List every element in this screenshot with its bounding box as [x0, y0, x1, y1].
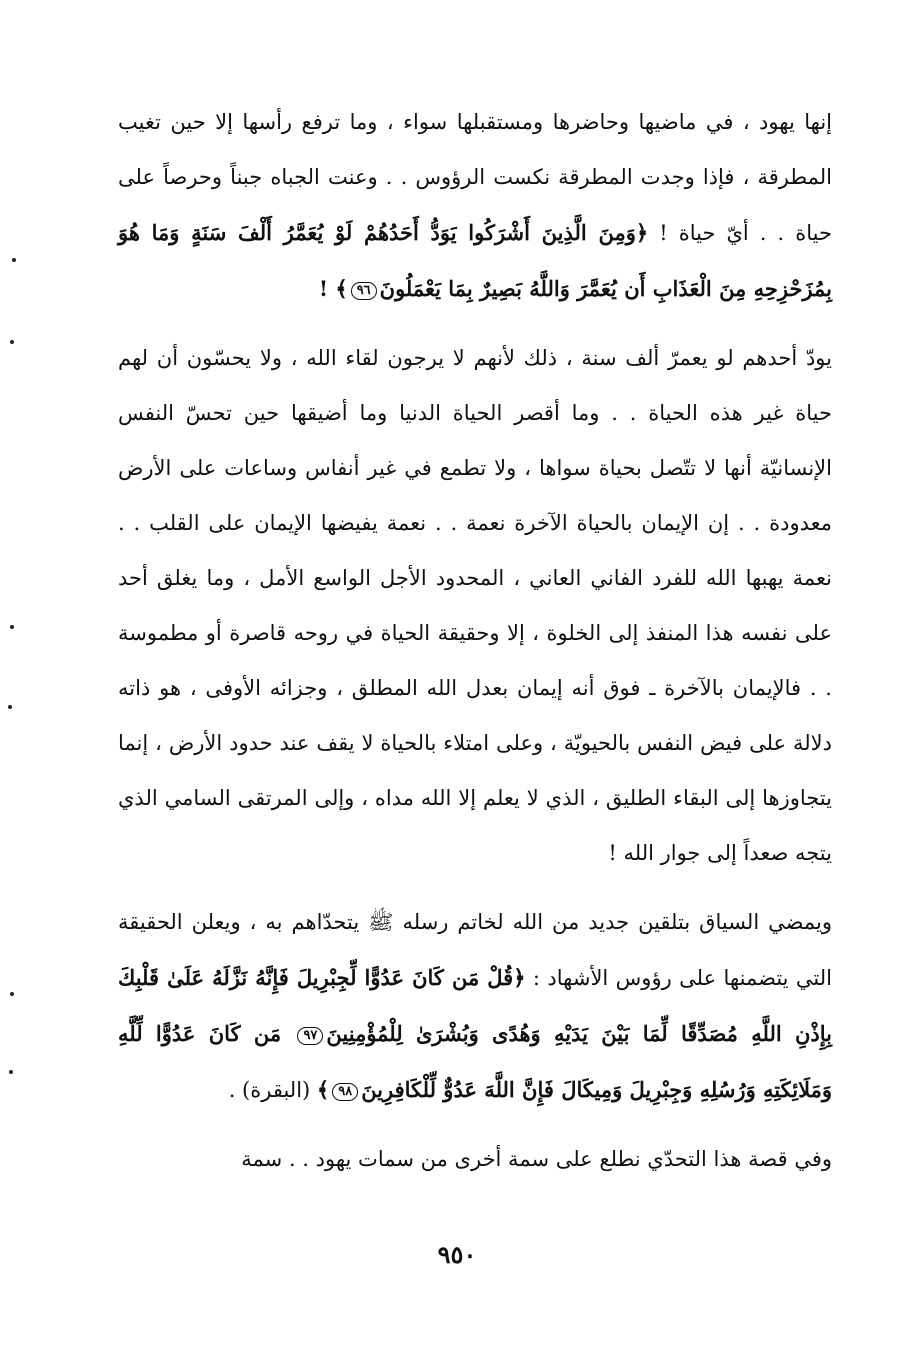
paragraph-4: [118, 1132, 832, 1187]
quran-verse: مَن كَانَ عَدُوًّا لِّلَّهِ وَمَلَائِكَتِهِ وَرُسُلِهِ وَجِبْرِيلَ وَمِيكَالَ فَإِنَّ اللَّهَ عَدُوٌّ لِّلْكَافِرِينَ: [118, 1021, 832, 1102]
scan-speck: [8, 705, 12, 709]
paragraph-3: [118, 895, 832, 1118]
text-segment: إنها يهود ، في ماضيها وحاضرها ومستقبلها سواء ، وما ترفع رأسها إلا حين تغيب المطرقة ، فإذا وجدت المطرقة نكست الرؤوس . . وعنت الجباه جبناً وحرصاً على حياة . . أيّ حياة !: [118, 110, 832, 245]
verse-number-badge: ٩٧: [297, 1027, 323, 1045]
scan-speck: [12, 258, 16, 262]
verse-number-badge: ٩٨: [332, 1083, 358, 1101]
quran-verse-close: ﴾: [316, 1077, 330, 1102]
quran-verse-close: ﴾ !: [318, 276, 348, 301]
page-number: ٩٥٠: [437, 1240, 477, 1269]
scan-speck: [10, 625, 14, 629]
paragraph-1: [118, 95, 832, 317]
text-segment: ويمضي السياق بتلقين جديد من الله لخاتم رسله ﷺ يتحدّاهم به ، ويعلن الحقيقة التي يتضمنها على رؤوس الأشهاد :: [118, 910, 832, 990]
scan-speck: [10, 340, 14, 344]
quran-verse: ﴿وَمِنَ الَّذِينَ أَشْرَكُوا يَوَدُّ أَحَدُهُمْ لَوْ يُعَمَّرُ أَلْفَ سَنَةٍ وَمَا هُوَ بِمُزَحْزِحِهِ مِنَ الْعَذَابِ أَن يُعَمَّرَ وَاللَّهُ بَصِيرٌ بِمَا يَعْمَلُونَ: [118, 220, 832, 301]
page-body: [118, 95, 832, 1187]
quran-verse: ﴿قُلْ مَن كَانَ عَدُوًّا لِّجِبْرِيلَ فَإِنَّهُ نَزَّلَهُ عَلَىٰ قَلْبِكَ بِإِذْنِ اللَّهِ مُصَدِّقًا لِّمَا بَيْنَ يَدَيْهِ وَهُدًى وَبُشْرَىٰ لِلْمُؤْمِنِينَ: [118, 965, 832, 1046]
scan-speck: [9, 1070, 13, 1074]
verse-number-badge: ٩٦: [351, 282, 377, 300]
text-segment: يودّ أحدهم لو يعمرّ ألف سنة ، ذلك لأنهم لا يرجون لقاء الله ، ولا يحسّون أن لهم حياة غير هذه الحياة . . وما أقصر الحياة الدنيا وما أضيقها حين تحسّ النفس الإنسانيّة أنها لا تتّصل بحياة سواها ، ولا تطمع في غير أنفاس وساعات على الأرض معدودة . . إن الإيمان بالحياة الآخرة نعمة . . نعمة يفيضها الإيمان على القلب . . نعمة يهبها الله للفرد الفاني العاني ، المحدود الأجل الواسع الأمل ، وما يغلق أحد على نفسه هذا المنفذ إلى الخلوة ، إلا وحقيقة الحياة في روحه قاصرة أو مطموسة . . فالإيمان بالآخرة ـ فوق أنه إيمان بعدل الله المطلق ، وجزائه الأوفى ، هو ذاته دلالة على فيض النفس بالحيويّة ، وعلى امتلاء بالحياة لا يقف عند حدود الأرض ، إنما يتجاوزها إلى البقاء الطليق ، الذي لا يعلم إلا الله مداه ، وإلى المرتقى السامي الذي يتجه صعداً إلى جوار الله !: [118, 346, 832, 865]
paragraph-2: [118, 331, 832, 881]
scan-speck: [10, 992, 14, 996]
surah-reference: (البقرة) .: [228, 1078, 317, 1102]
text-segment: وفي قصة هذا التحدّي نطلع على سمة أخرى من سمات يهود . . سمة: [241, 1147, 832, 1171]
